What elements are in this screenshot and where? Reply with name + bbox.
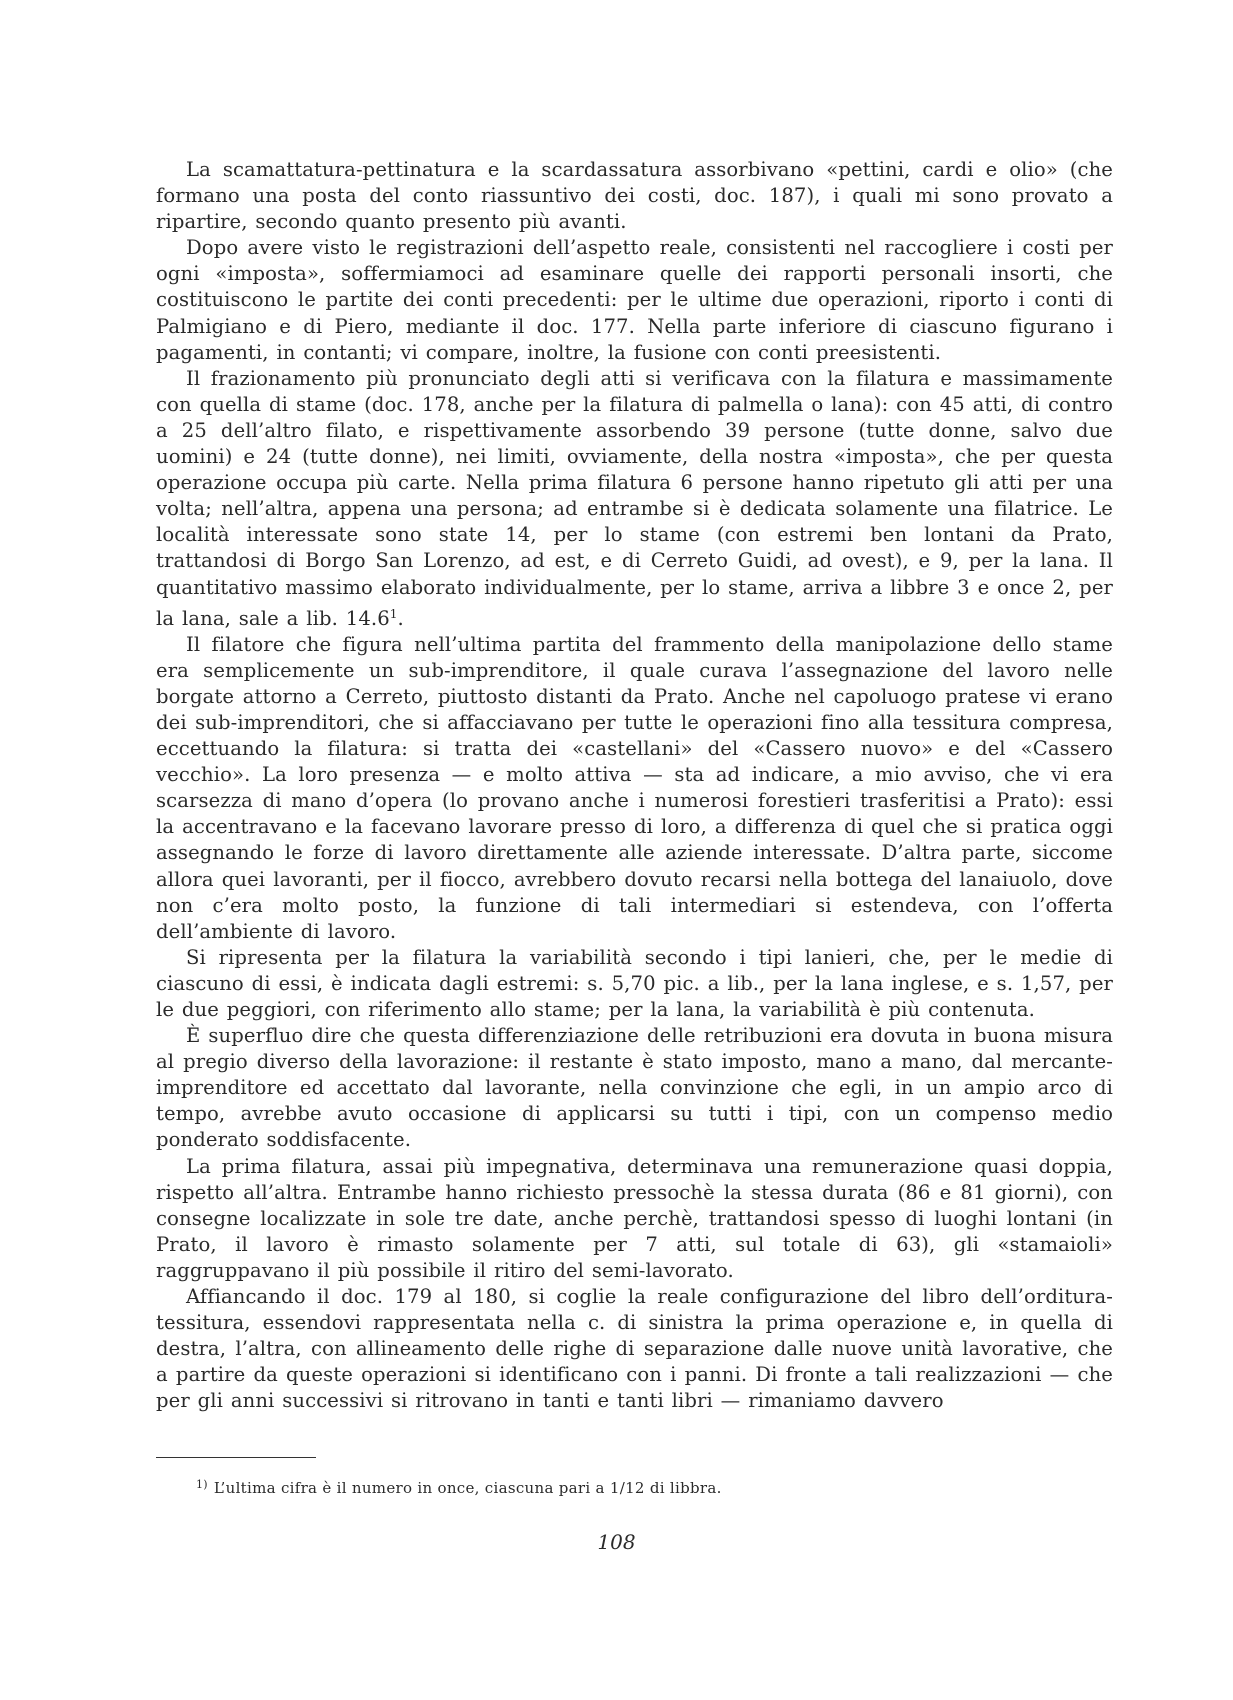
footnote-reference: 1 (389, 606, 398, 621)
footnote-text: L’ultima cifra è il numero in once, ciascuna pari a 1/12 di libbra. (213, 1479, 722, 1497)
body-text (156, 157, 1113, 1415)
footnote (196, 1475, 1096, 1498)
footnote-marker: 1) (196, 1478, 208, 1491)
paragraph-2: Dopo avere visto le registrazioni dell’aspetto reale, consistenti nel raccogliere i costi per ogni «imposta», soffermiamoci ad esaminare quelle dei rapporti personali insorti, che costituiscono le partite dei conti precedenti: per le ultime due operazioni, riporto i conti di Palmigiano e di Piero, mediante il doc. 177. Nella parte inferiore di ciascuno figurano i pagamenti, in contanti; vi compare, inoltre, la fusione con conti preesistenti. (156, 236, 1113, 364)
paragraph-6: È superfluo dire che questa differenziazione delle retribuzioni era dovuta in buona misura al pregio diverso della lavorazione: il restante è stato imposto, mano a mano, dal mercante-imprenditore ed accettato dal lavorante, nella convinzione che egli, in un ampio arco di tempo, avrebbe avuto occasione di applicarsi su tutti i tipi, con un compenso medio ponderato soddisfacente. (156, 1024, 1113, 1152)
paragraph-7: La prima filatura, assai più impegnativa, determinava una remunerazione quasi doppia, rispetto all’altra. Entrambe hanno richiesto pressochè la stessa durata (86 e 81 giorni), con consegne localizzate in sole tre date, anche perchè, trattandosi spesso di luoghi lontani (in Prato, il lavoro è rimasto solamente per 7 atti, sul totale di 63), gli «stamaioli» raggruppavano il più possibile il ritiro del semi-lavorato. (156, 1154, 1113, 1282)
footnote-divider (156, 1457, 316, 1458)
paragraph-8: Affiancando il doc. 179 al 180, si coglie la reale configurazione del libro dell’orditura-tessitura, essendovi rappresentata nella c. di sinistra la prima operazione e, in quella di destra, l’altra, con allineamento delle righe di separazione dalle nuove unità lavorative, che a partire da queste operazioni si identificano con i panni. Di fronte a tali realizzazioni — che per gli anni successivi si ritrovano in tanti e tanti libri — rimaniamo davvero (156, 1285, 1113, 1413)
paragraph-4: Il filatore che figura nell’ultima partita del frammento della manipolazione dello stame era semplicemente un sub-imprenditore, il quale curava l’assegnazione del lavoro nelle borgate attorno a Cerreto, piuttosto distanti da Prato. Anche nel capoluogo pratese vi erano dei sub-imprenditori, che si affacciavano per tutte le operazioni fino alla tessitura compresa, eccettuando la filatura: si tratta dei «castellani» del «Cassero nuovo» e del «Cassero vecchio». La loro presenza — e molto attiva — sta ad indicare, a mio avviso, che vi era scarsezza di mano d’opera (lo provano anche i numerosi forestieri trasferitisi a Prato): essi la accentravano e la facevano lavorare presso di loro, a differenza di quel che si pratica oggi assegnando le forze di lavoro direttamente alle aziende interessate. D’altra parte, siccome allora quei lavoranti, per il fiocco, avrebbero dovuto recarsi nella bottega del lanaiuolo, dove non c’era molto posto, la funzione di tali intermediari si estendeva, con l’offerta dell’ambiente di lavoro. (156, 632, 1113, 943)
paragraph-1: La scamattatura-pettinatura e la scardassatura assorbivano «pettini, cardi e olio» (che formano una posta del conto riassuntivo dei costi, doc. 187), i quali mi sono provato a ripartire, secondo quanto presento più avanti. (156, 158, 1113, 234)
paragraph-3-text: Il frazionamento più pronunciato degli atti si verificava con la filatura e massimamente con quella di stame (doc. 178, anche per la filatura di palmella o lana): con 45 atti, di contro a 25 dell’altro filato, e rispettivamente assorbendo 39 persone (tutte donne, salvo due uomini) e 24 (tutte donne), nei limiti, ovviamente, della nostra «imposta», che per questa operazione occupa più carte. Nella prima filatura 6 persone hanno ripetuto gli atti per una volta; nell’altra, appena una persona; ad entrambe si è dedicata solamente una filatrice. Le località interessate sono state 14, per lo stame (con estremi ben lontani da Prato, trattandosi di Borgo San Lorenzo, ad est, e di Cerreto Guidi, ad ovest), e 9, per la lana. Il quantitativo massimo elaborato individualmente, per lo stame, arriva a libbre 3 e once 2, per la lana, sale a lib. 14.6 (156, 366, 1113, 630)
paragraph-3: Il frazionamento più pronunciato degli atti si verificava con la filatura e massimamente con quella di stame (doc. 178, anche per la filatura di palmella o lana): con 45 atti, di contro a 25 dell’altro filato, e rispettivamente assorbendo 39 persone (tutte donne, salvo due uomini) e 24 (tutte donne), nei limiti, ovviamente, della nostra «imposta», che per questa operazione occupa più carte. Nella prima filatura 6 persone hanno ripetuto gli atti per una volta; nell’altra, appena una persona; ad entrambe si è dedicata solamente una filatrice. Le località interessate sono state 14, per lo stame (con estremi ben lontani da Prato, trattandosi di Borgo San Lorenzo, ad est, e di Cerreto Guidi, ad ovest), e 9, per la lana. Il quantitativo massimo elaborato individualmente, per lo stame, arriva a libbre 3 e once 2, per la lana, sale a lib. 14.6$^1$. (156, 366, 1113, 630)
paragraph-5: Si ripresenta per la filatura la variabilità secondo i tipi lanieri, che, per le medie di ciascuno di essi, è indicata dagli estremi: s. 5,70 pic. a lib., per la lana inglese, e s. 1,57, per le due peggiori, con riferimento allo stame; per la lana, la variabilità è più contenuta. (156, 945, 1113, 1021)
page-number: 108 (597, 1530, 636, 1554)
